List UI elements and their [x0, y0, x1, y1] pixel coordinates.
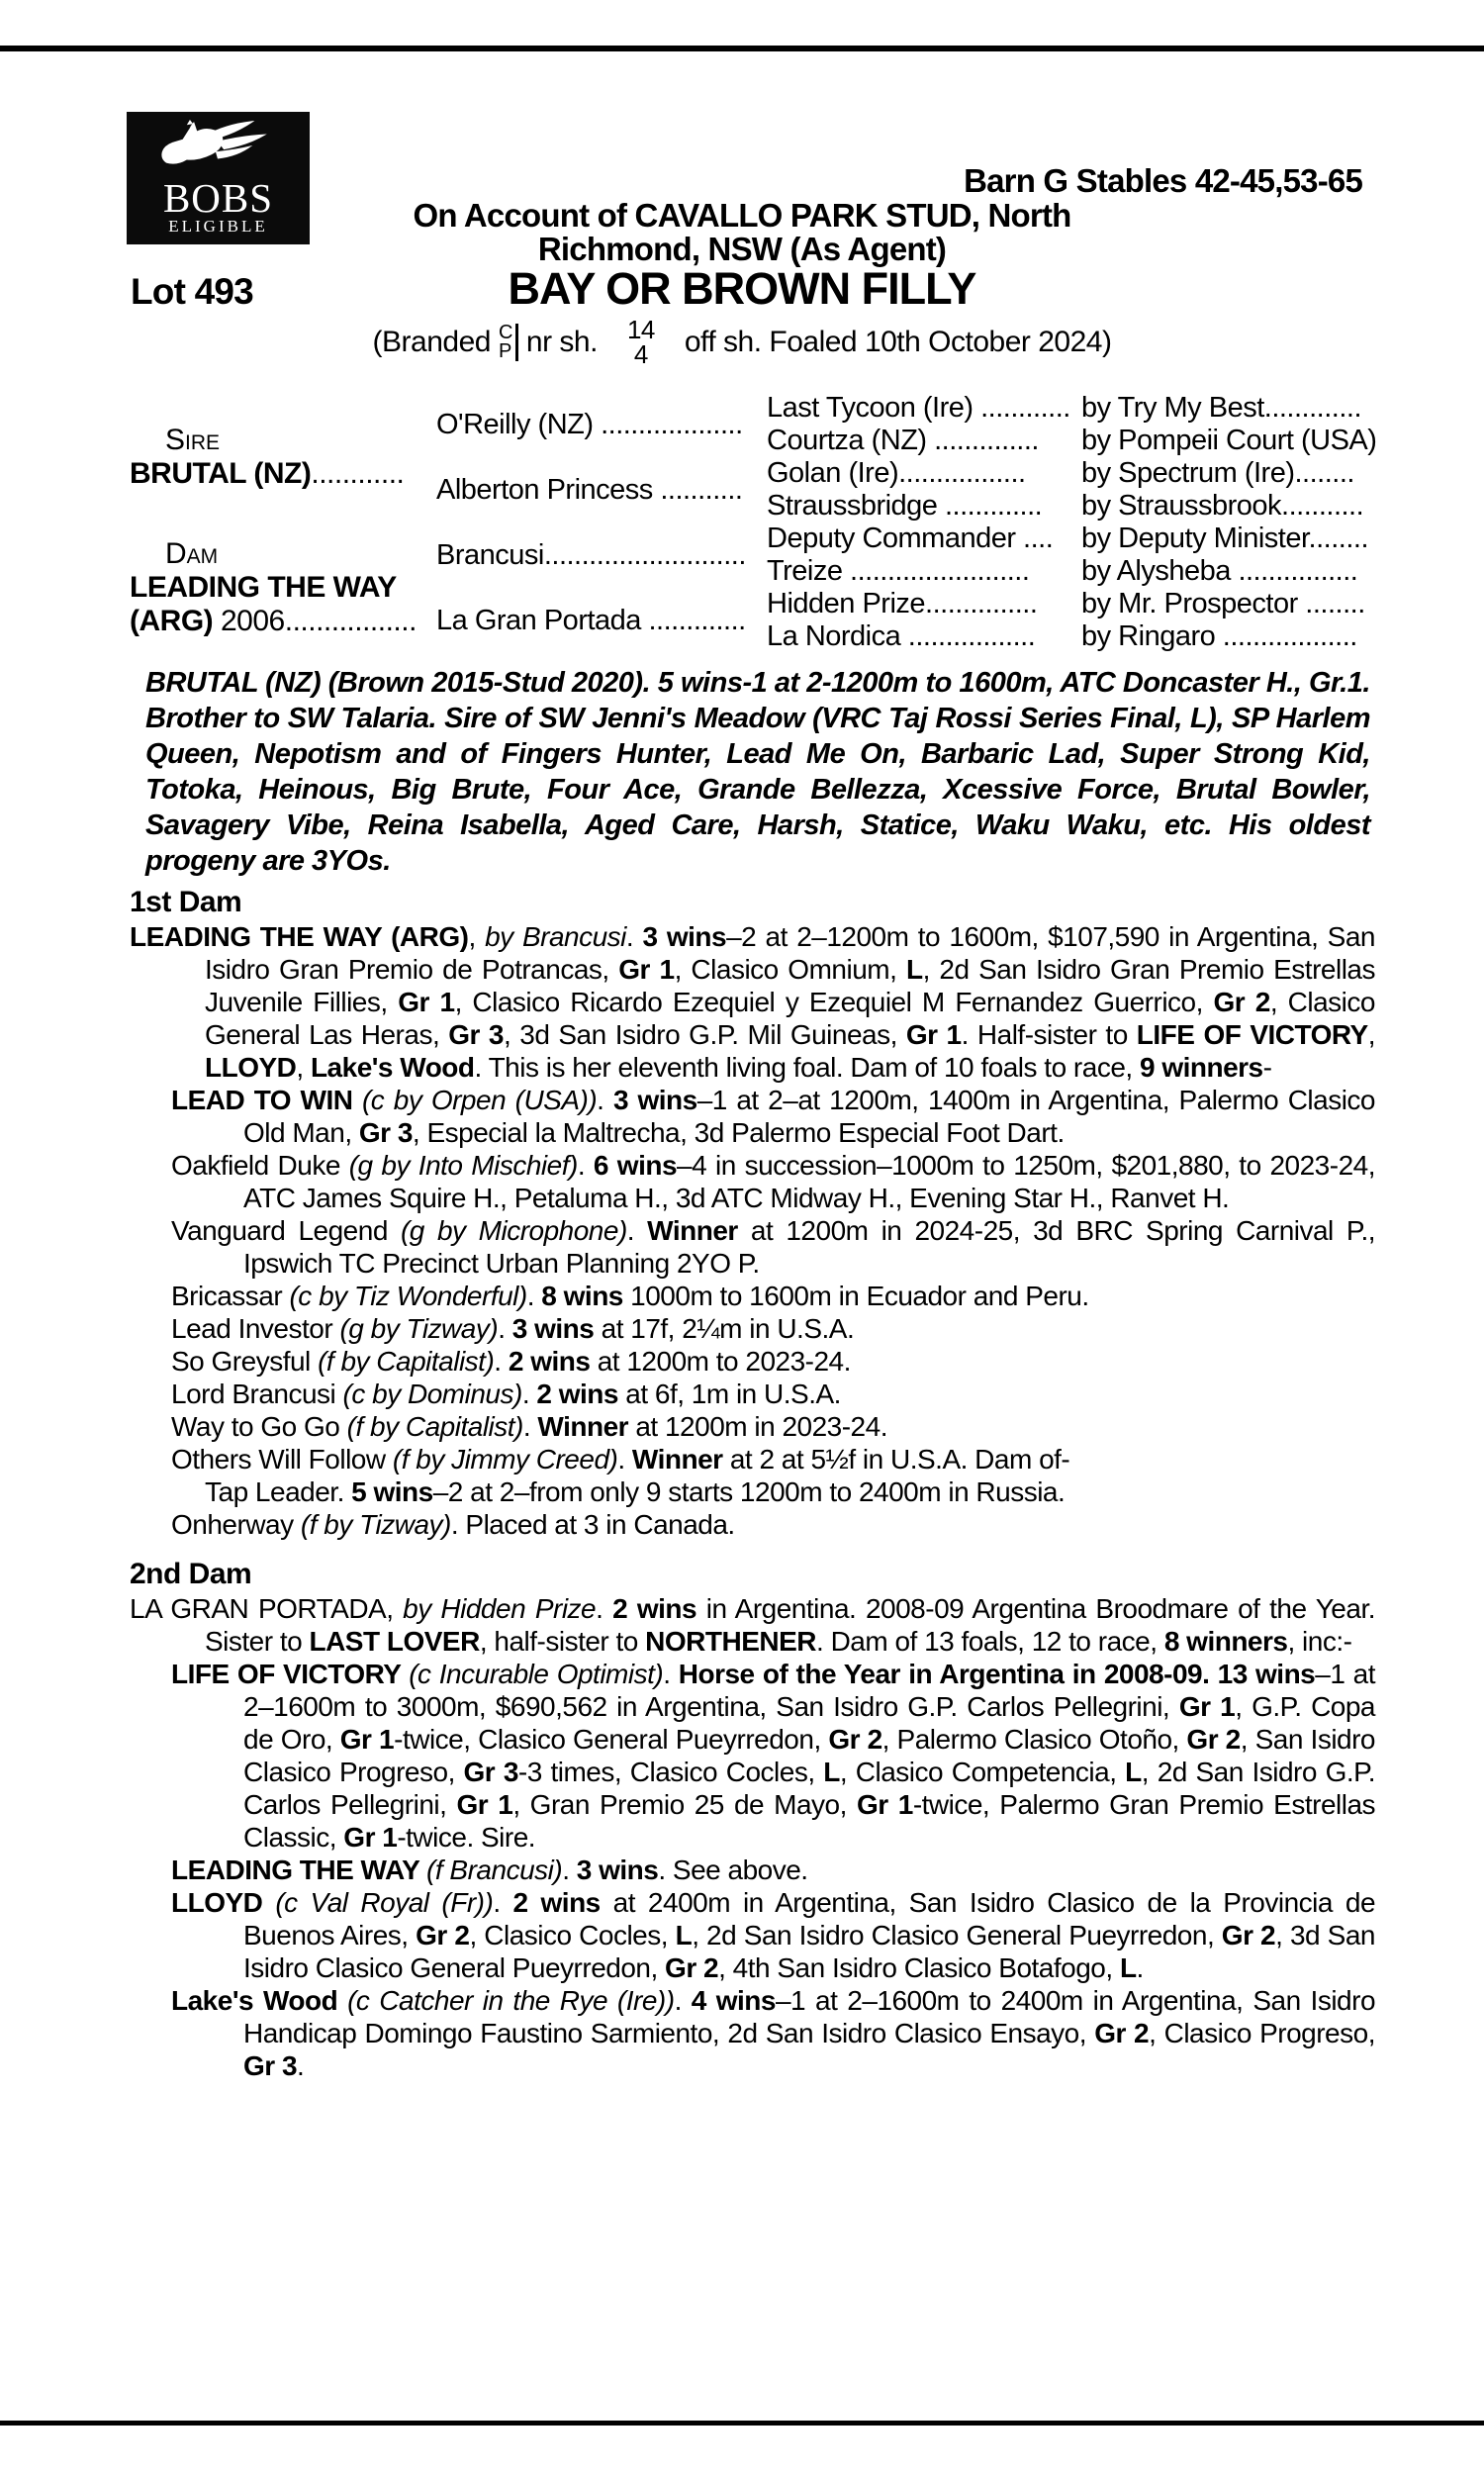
text-segment: So Greysful — [171, 1346, 319, 1377]
pedigree-entry — [130, 1149, 1375, 1214]
text-segment: Gr 2 — [416, 1920, 470, 1951]
dam-name: LEADING THE WAY — [130, 571, 397, 604]
pedigree-gen2-name: Brancusi........................... — [436, 538, 746, 571]
text-segment: Gr 3 — [463, 1757, 518, 1787]
text-segment: 3 wins — [576, 1855, 659, 1885]
sire-dots: ............ — [311, 457, 405, 490]
text-segment: at 6f, 1m in U.S.A. — [617, 1379, 841, 1409]
text-segment: . — [596, 1593, 613, 1624]
horse-head-icon — [144, 120, 293, 178]
pedigree-gen2-name: La Gran Portada ............. — [436, 604, 746, 636]
text-segment: , half-sister to — [479, 1626, 646, 1657]
text-segment: . — [498, 1313, 512, 1344]
text-segment: –1 at 2–1600m to 2400m in Argentina, San Isidro Handicap Domingo Faustino Sarmiento, 2d San Isidro Clasico Ensayo, — [243, 1985, 1376, 2048]
text-segment: LA GRAN PORTADA, — [130, 1593, 404, 1624]
text-segment: (f by Tizway) — [300, 1509, 451, 1540]
pedigree-entry — [130, 920, 1375, 1084]
text-segment: by Brancusi — [485, 921, 626, 952]
pedigree-gen3-name: Hidden Prize............... — [767, 588, 1038, 619]
age-brand-mark — [626, 315, 655, 369]
text-segment: Gr 1 — [398, 987, 455, 1017]
pedigree-entry — [130, 1592, 1375, 1658]
text-segment: - — [1262, 1052, 1272, 1083]
text-segment: Gr 2 — [1186, 1724, 1241, 1755]
text-segment: . — [526, 1281, 542, 1311]
text-segment: , — [296, 1052, 311, 1083]
text-segment: Gr 1 — [1178, 1691, 1236, 1722]
section-heading: 1st Dam — [130, 886, 242, 918]
age-top: 14 — [626, 315, 655, 344]
text-segment: LEADING THE WAY — [171, 1855, 427, 1885]
text-segment: LEAD TO WIN — [171, 1085, 362, 1115]
lot-number: Lot 493 — [131, 271, 253, 312]
text-segment: (f Brancusi) — [426, 1855, 563, 1885]
text-segment: –1 at 2–at 1200m, 1400m in Argentina, Palermo Clasico Old Man, — [243, 1085, 1376, 1148]
text-segment: LLOYD — [171, 1887, 276, 1918]
text-segment: Gr 3 — [448, 1019, 504, 1050]
pedigree-gen4-name: by Alysheba ................ — [1081, 555, 1358, 587]
text-segment: Gr 1 — [905, 1019, 962, 1050]
pedigree-gen4-name: by Try My Best............. — [1081, 392, 1361, 424]
text-segment: (c by Orpen (USA)) — [361, 1085, 598, 1115]
text-segment: Horse of the Year in Argentina in 2008-09. 13 wins — [678, 1659, 1316, 1689]
text-segment: at 17f, 2¼m in U.S.A. — [594, 1313, 855, 1344]
text-segment: . — [597, 1085, 613, 1115]
text-segment: , G.P. Copa de Oro, — [243, 1691, 1376, 1755]
text-segment: (f by Capitalist) — [346, 1411, 523, 1442]
text-segment: 2 wins — [612, 1593, 697, 1624]
pedigree-gen3-name: Last Tycoon (Ire) ............ — [767, 392, 1070, 424]
text-segment: , 3d San Isidro Clasico General Pueyrredon, — [243, 1920, 1375, 1983]
text-segment: LEADING THE WAY (ARG) — [130, 921, 469, 952]
pedigree-dam-cell — [130, 523, 436, 653]
dam-arg-bold: (ARG) — [130, 605, 214, 637]
text-segment: Gr 2 — [1094, 2018, 1150, 2048]
text-segment: Winner — [537, 1411, 629, 1442]
sire-name — [130, 457, 404, 491]
dam-label: Dam — [165, 537, 219, 570]
text-segment: , 4th San Isidro Clasico Botafogo, — [718, 1952, 1120, 1983]
text-segment: , Clasico Cocles, — [469, 1920, 676, 1951]
text-segment: . This is her eleventh living foal. Dam of 10 foals to race, — [474, 1052, 1140, 1083]
text-segment: Gr 2 — [665, 1952, 719, 1983]
text-segment: , Especial la Maltrecha, 3d Palermo Especial Foot Dart. — [412, 1117, 1065, 1148]
text-segment: , Gran Premio 25 de Mayo, — [512, 1789, 857, 1820]
text-segment: (c by Dominus) — [342, 1379, 522, 1409]
text-segment: -twice, Palermo Gran Premio Estrellas Classic, — [243, 1789, 1376, 1853]
text-segment: Gr 1 — [618, 954, 675, 985]
text-segment: (g by Into Mischief) — [348, 1150, 578, 1181]
text-segment: Bricassar — [171, 1281, 290, 1311]
text-segment: L — [1119, 1952, 1137, 1983]
branded-prefix: (Branded — [372, 326, 491, 358]
branded-line — [0, 309, 1484, 376]
pedigree-entry — [130, 1280, 1375, 1312]
text-segment: Gr 1 — [856, 1789, 913, 1820]
text-segment: Gr 1 — [343, 1822, 398, 1853]
text-segment: . Half-sister to — [961, 1019, 1137, 1050]
text-segment: Gr 2 — [1221, 1920, 1276, 1951]
bottom-rule — [0, 2421, 1484, 2426]
account-line-2: Richmond, NSW (As Agent) — [537, 231, 947, 267]
text-segment: -twice, Clasico General Pueyrredon, — [394, 1724, 829, 1755]
text-segment: Way to Go Go — [171, 1411, 347, 1442]
text-segment: . See above. — [658, 1855, 808, 1885]
pedigree-gen3-name: Golan (Ire)................. — [767, 457, 1026, 489]
text-segment: , Clasico Competencia, — [839, 1757, 1126, 1787]
pedigree-gen4-name: by Deputy Minister........ — [1081, 523, 1368, 554]
text-segment: . — [626, 1215, 648, 1246]
logo-subword: ELIGIBLE — [168, 217, 268, 236]
text-segment: Lake's Wood — [310, 1052, 475, 1083]
text-segment: 5 wins — [351, 1476, 433, 1507]
text-segment: . — [297, 2050, 305, 2081]
text-segment: L — [1125, 1757, 1142, 1787]
dam-name-2 — [130, 605, 417, 638]
pedigree-gen4-name: by Spectrum (Ire)........ — [1081, 457, 1354, 489]
text-segment: , 2d San Isidro G.P. Carlos Pellegrini, — [243, 1757, 1375, 1820]
pedigree-sire-cell — [130, 392, 436, 523]
text-segment: 1000m to 1600m in Ecuador and Peru. — [622, 1281, 1089, 1311]
text-segment: 3 wins — [511, 1313, 595, 1344]
text-segment: LIFE OF VICTORY — [171, 1659, 410, 1689]
text-segment: , Clasico Omnium, — [674, 954, 906, 985]
text-segment: at 1200m in 2023-24. — [628, 1411, 887, 1442]
text-segment: Lead Investor — [171, 1313, 340, 1344]
pedigree-entry — [130, 1084, 1375, 1149]
text-segment: -3 times, Clasico Cocles, — [517, 1757, 824, 1787]
pedigree-gen2-name: O'Reilly (NZ) ................... — [436, 408, 743, 440]
text-segment: 6 wins — [593, 1150, 678, 1181]
text-segment: , — [468, 921, 486, 952]
pedigree-gen2-name: Alberton Princess ........... — [436, 473, 743, 506]
text-segment: L — [675, 1920, 693, 1951]
text-segment: 2 wins — [512, 1887, 601, 1918]
text-segment: . Dam of 13 foals, 12 to race, — [816, 1626, 1164, 1657]
text-segment: (f by Capitalist) — [318, 1346, 495, 1377]
text-segment: Lord Brancusi — [171, 1379, 343, 1409]
text-segment: , 2d San Isidro Gran Premio Estrellas Juvenile Fillies, — [205, 954, 1375, 1017]
stallion-note — [145, 665, 1370, 879]
pedigree-entry — [130, 1475, 1375, 1508]
text-segment: . — [521, 1379, 537, 1409]
text-segment: , inc:- — [1287, 1626, 1352, 1657]
text-segment: Winner — [631, 1444, 723, 1475]
text-segment: NORTHENER — [645, 1626, 817, 1657]
pedigree-gen4-name: by Mr. Prospector ........ — [1081, 588, 1365, 619]
text-segment: Gr 2 — [1213, 987, 1270, 1017]
text-segment: –2 at 2–1200m to 1600m, $107,590 in Argentina, San Isidro Gran Premio de Potrancas, — [205, 921, 1375, 985]
content-column — [130, 392, 1375, 2082]
text-segment: , Clasico Progreso, — [1149, 2018, 1375, 2048]
text-segment: by Hidden Prize — [403, 1593, 597, 1624]
text-segment: Gr 3 — [358, 1117, 413, 1148]
text-segment: Gr 2 — [828, 1724, 882, 1755]
pedigree-entry — [130, 1443, 1375, 1475]
pedigree-entry — [130, 1854, 1375, 1886]
pedigree-gen4-name: by Pompeii Court (USA) — [1081, 425, 1377, 456]
text-segment: Lake's Wood — [171, 1985, 348, 2016]
brand-bottom: P — [498, 340, 511, 362]
text-segment: Gr 1 — [456, 1789, 513, 1820]
age-bottom: 4 — [633, 339, 648, 369]
pedigree-gen3-name: Courtza (NZ) .............. — [767, 425, 1039, 456]
text-segment: Tap Leader. — [205, 1476, 352, 1507]
text-segment: 8 winners — [1163, 1626, 1288, 1657]
text-segment: , 2d San Isidro Clasico General Pueyrredon, — [692, 1920, 1222, 1951]
text-segment: . Placed at 3 in Canada. — [450, 1509, 735, 1540]
text-segment: 2 wins — [536, 1379, 618, 1409]
pedigree-entry — [130, 1886, 1375, 1984]
text-segment: Onherway — [171, 1509, 301, 1540]
pedigree-entry — [130, 1345, 1375, 1378]
text-segment: 3 wins — [642, 921, 727, 952]
pedigree-entry — [130, 1508, 1375, 1541]
dam-sections — [130, 885, 1375, 2082]
text-segment: 3 wins — [612, 1085, 697, 1115]
text-segment: at 2 at 5½f in U.S.A. Dam of- — [722, 1444, 1070, 1475]
pedigree-gen4-name: by Ringaro .................. — [1081, 620, 1357, 652]
text-segment: . — [663, 1659, 679, 1689]
text-segment: BRUTAL (NZ) (Brown 2015-Stud 2020). 5 wins-1 at 2-1200m to 1600m, ATC Doncaster H., Gr.1. Brother to SW Talaria. Sire of SW Jenni's Meadow (VRC Taj Rossi Series Final, L), SP Harlem Queen, Nepotism and of Fingers Hunter, Lead Me On, Barbaric Lad, Super Strong Kid, Totoka, Heinous, Big Brute, Four Ace, Grande Bellezza, Xcessive Force, Brutal Bowler, Savagery Vibe, Reina Isabella, Aged Care, Harsh, Statice, Waku Waku, etc. His oldest progeny are 3YOs. — [145, 667, 1370, 877]
text-segment: at 1200m in 2024-25, 3d BRC Spring Carnival P., Ipswich TC Precinct Urban Planning 2YO P. — [243, 1215, 1376, 1279]
top-rule — [0, 46, 1484, 51]
brand-top: C — [498, 322, 512, 343]
logo-word: BOBS — [162, 175, 274, 221]
text-segment: . — [1136, 1952, 1144, 1983]
text-segment: Vanguard Legend — [171, 1215, 401, 1246]
text-segment: -twice. Sire. — [397, 1822, 536, 1853]
sire-label: Sire — [165, 424, 221, 456]
dam-year-dots: 2006................. — [213, 605, 417, 637]
brand-mark — [499, 324, 518, 361]
text-segment: –1 at 2–1600m to 3000m, $690,562 in Argentina, San Isidro G.P. Carlos Pellegrini, — [243, 1659, 1376, 1722]
sire-name-bold: BRUTAL (NZ) — [130, 457, 312, 490]
text-segment: at 1200m to 2023-24. — [590, 1346, 851, 1377]
text-segment: . — [493, 1887, 513, 1918]
pedigree-entry — [130, 1214, 1375, 1280]
pedigree-entry — [130, 1312, 1375, 1345]
pedigree-entry — [130, 1410, 1375, 1443]
text-segment: –4 in succession–1000m to 1250m, $201,880, to 2023-24, ATC James Squire H., Petaluma H., 3d ATC Midway H., Evening Star H., Ranvet H. — [243, 1150, 1376, 1213]
text-segment: , Clasico Ricardo Ezequiel y Ezequiel M Fernandez Guerrico, — [454, 987, 1214, 1017]
text-segment: . — [562, 1855, 577, 1885]
text-segment: (c Catcher in the Rye (Ire)) — [347, 1985, 675, 2016]
text-segment: L — [823, 1757, 840, 1787]
text-segment: (c Val Royal (Fr)) — [275, 1887, 494, 1918]
branded-suffix: off sh. Foaled 10th October 2024) — [684, 326, 1112, 358]
text-segment: Others Will Follow — [171, 1444, 393, 1475]
text-segment: . — [625, 921, 643, 952]
text-segment: L — [905, 954, 923, 985]
text-segment: Oakfield Duke — [171, 1150, 349, 1181]
text-segment: . — [617, 1444, 632, 1475]
text-segment: (g by Microphone) — [400, 1215, 627, 1246]
text-segment: , — [1367, 1019, 1376, 1050]
text-segment: . — [522, 1411, 538, 1442]
text-segment: . — [577, 1150, 594, 1181]
text-segment: 4 wins — [691, 1985, 776, 2016]
text-segment: LLOYD — [205, 1052, 297, 1083]
text-segment: (g by Tizway) — [339, 1313, 499, 1344]
pedigree-entry — [130, 1378, 1375, 1410]
text-segment: (f by Jimmy Creed) — [392, 1444, 618, 1475]
text-segment: –2 at 2–from only 9 starts 1200m to 2400m in Russia. — [432, 1476, 1066, 1507]
pedigree-gen3-name: Deputy Commander .... — [767, 523, 1054, 554]
pedigree-gen3-name: La Nordica ................. — [767, 620, 1036, 652]
text-segment: 2 wins — [508, 1346, 591, 1377]
account-line-1: On Account of CAVALLO PARK STUD, North — [413, 197, 1071, 234]
text-segment: Winner — [647, 1215, 738, 1246]
text-segment: , Clasico General Las Heras, — [205, 987, 1375, 1050]
text-segment: , Palermo Clasico Otoño, — [881, 1724, 1187, 1755]
text-segment: , San Isidro Clasico Progreso, — [243, 1724, 1376, 1787]
page-title: BAY OR BROWN FILLY — [508, 263, 976, 314]
text-segment: at 2400m in Argentina, San Isidro Clasico de la Provincia de Buenos Aires, — [243, 1887, 1376, 1951]
text-segment: 8 wins — [541, 1281, 623, 1311]
pedigree-entry — [130, 1658, 1375, 1854]
text-segment: LIFE OF VICTORY — [1136, 1019, 1368, 1050]
text-segment: , 3d San Isidro G.P. Mil Guineas, — [503, 1019, 906, 1050]
text-segment: Gr 1 — [339, 1724, 395, 1755]
text-segment: Gr 3 — [243, 2050, 298, 2081]
text-segment: 9 winners — [1139, 1052, 1263, 1083]
barn-stables-line: Barn G Stables 42-45,53-65 — [964, 162, 1362, 199]
text-segment: . — [494, 1346, 509, 1377]
text-segment: LAST LOVER — [309, 1626, 480, 1657]
text-segment: (c by Tiz Wonderful) — [289, 1281, 527, 1311]
pedigree-gen3-name: Straussbridge ............. — [767, 490, 1043, 522]
text-segment: (c Incurable Optimist) — [409, 1659, 664, 1689]
section-heading: 2nd Dam — [130, 1558, 252, 1590]
pedigree-entry — [130, 1984, 1375, 2082]
text-segment: in Argentina. 2008-09 Argentina Broodmare of the Year. Sister to — [205, 1593, 1375, 1657]
text-segment: . — [674, 1985, 692, 2016]
branded-near-shoulder: nr sh. — [525, 326, 598, 358]
pedigree-table — [130, 392, 1375, 653]
pedigree-gen4-name: by Straussbrook........... — [1081, 490, 1364, 522]
pedigree-gen3-name: Treize ........................ — [767, 555, 1030, 587]
